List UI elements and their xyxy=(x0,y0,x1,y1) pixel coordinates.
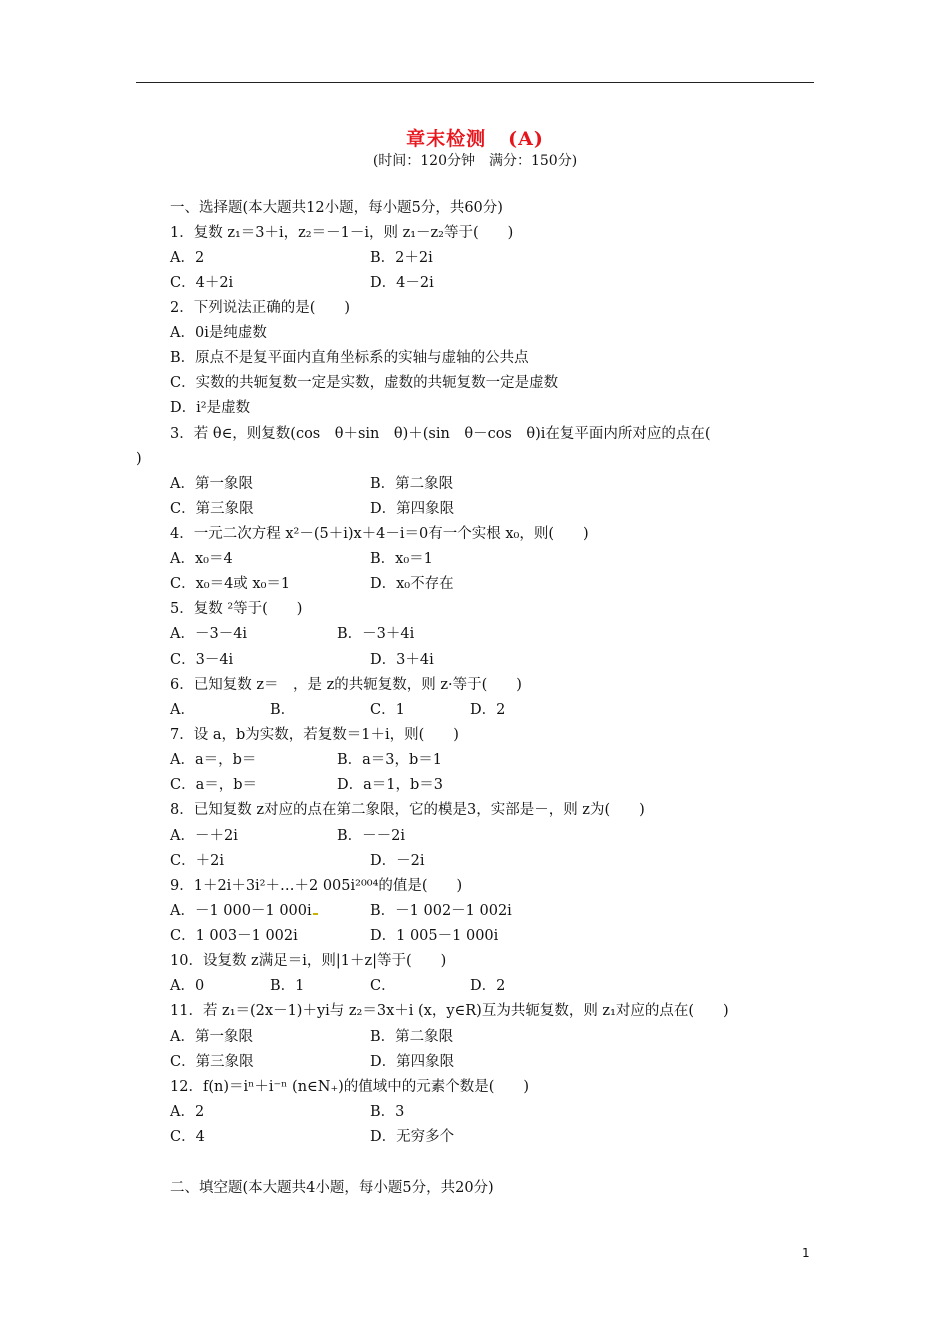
question-1-stem: 1．复数 z₁＝3＋i，z₂＝－1－i，则 z₁－z₂等于( ) xyxy=(170,225,514,241)
question-3-stem-continued: ) xyxy=(136,451,142,467)
question-6-option-b: B． xyxy=(270,702,296,718)
title-main: 章末检测 xyxy=(406,128,487,150)
highlight-mark xyxy=(313,913,318,915)
question-8-option-d: D．－2i xyxy=(370,853,425,869)
question-3-option-b: B．第二象限 xyxy=(370,476,454,492)
page-title xyxy=(0,124,950,151)
question-4-option-c: C．x₀＝4或 x₀＝1 xyxy=(170,576,291,592)
question-11-option-a: A．第一象限 xyxy=(170,1029,253,1045)
question-7-option-c: C．a＝，b＝ xyxy=(170,777,258,793)
exam-info: (时间：120分钟 满分：150分) xyxy=(372,153,578,169)
question-9-option-b: B．－1 002－1 002i xyxy=(370,903,512,919)
question-3-option-d: D．第四象限 xyxy=(370,501,455,517)
question-12-option-d: D．无穷多个 xyxy=(370,1129,455,1145)
question-6-option-a: A． xyxy=(170,702,195,718)
question-3-option-a: A．第一象限 xyxy=(170,476,253,492)
question-10-option-a: A．0 xyxy=(170,978,205,994)
question-5-option-c: C．3－4i xyxy=(170,652,234,668)
question-4-option-d: D．x₀不存在 xyxy=(370,576,454,592)
question-9-option-d: D．1 005－1 000i xyxy=(370,928,499,944)
question-7-option-d: D．a＝1，b＝3 xyxy=(337,777,444,793)
question-8-option-a: A．－＋2i xyxy=(170,828,238,844)
question-10-option-c: C． xyxy=(370,978,396,994)
question-2-option-b: B．原点不是复平面内直角坐标系的实轴与虚轴的公共点 xyxy=(170,350,529,366)
question-5-option-d: D．3＋4i xyxy=(370,652,434,668)
question-5-option-b: B．－3＋4i xyxy=(337,626,415,642)
question-9-option-c: C．1 003－1 002i xyxy=(170,928,298,944)
question-12-option-c: C．4 xyxy=(170,1129,205,1145)
question-8-stem: 8．已知复数 z对应的点在第二象限，它的模是3，实部是－，则 z为( ) xyxy=(170,802,645,818)
question-10-stem: 10．设复数 z满足＝i，则|1＋z|等于( ) xyxy=(170,953,447,969)
question-4-option-b: B．x₀＝1 xyxy=(370,551,433,567)
question-11-option-c: C．第三象限 xyxy=(170,1054,254,1070)
question-10-option-d: D．2 xyxy=(470,978,506,994)
question-6-stem: 6．已知复数 z＝ ，是 z的共轭复数，则 z·等于( ) xyxy=(170,677,522,693)
question-2-option-d: D．i²是虚数 xyxy=(170,400,251,416)
question-5-stem: 5．复数 ²等于( ) xyxy=(170,601,303,617)
question-12-stem: 12．f(n)＝iⁿ＋i⁻ⁿ (n∈N₊)的值域中的元素个数是( ) xyxy=(170,1079,530,1095)
section2-heading: 二、填空题(本大题共4小题，每小题5分，共20分) xyxy=(170,1180,494,1196)
question-7-option-a: A．a＝，b＝ xyxy=(170,752,257,768)
question-9-option-a: A．－1 000－1 000i xyxy=(170,903,312,919)
page-number: 1 xyxy=(802,1246,810,1260)
question-9-option-a-row xyxy=(170,901,318,921)
question-7-stem: 7．设 a，b为实数，若复数＝1＋i，则( ) xyxy=(170,727,459,743)
question-5-option-a: A．－3－4i xyxy=(170,626,248,642)
question-3-option-c: C．第三象限 xyxy=(170,501,254,517)
section1-heading: 一、选择题(本大题共12小题，每小题5分，共60分) xyxy=(170,200,503,216)
question-6-option-c: C．1 xyxy=(370,702,405,718)
question-11-stem: 11．若 z₁＝(2x－1)＋yi与 z₂＝3x＋i (x，y∈R)互为共轭复数，则 z₁对应的点在( ) xyxy=(170,1003,729,1019)
question-2-stem: 2．下列说法正确的是( ) xyxy=(170,300,351,316)
question-12-option-a: A．2 xyxy=(170,1104,205,1120)
question-4-option-a: A．x₀＝4 xyxy=(170,551,233,567)
question-8-option-c: C．＋2i xyxy=(170,853,224,869)
question-11-option-b: B．第二象限 xyxy=(370,1029,454,1045)
question-12-option-b: B．3 xyxy=(370,1104,405,1120)
question-2-option-c: C．实数的共轭复数一定是实数，虚数的共轭复数一定是虚数 xyxy=(170,375,559,391)
header-rule xyxy=(136,82,814,83)
question-4-stem: 4．一元二次方程 x²－(5＋i)x＋4－i＝0有一个实根 x₀，则( ) xyxy=(170,526,589,542)
question-7-option-b: B．a＝3，b＝1 xyxy=(337,752,443,768)
question-9-stem: 9．1＋2i＋3i²＋…＋2 005i²⁰⁰⁴的值是( ) xyxy=(170,878,463,894)
question-1-option-b: B．2＋2i xyxy=(370,250,433,266)
question-11-option-d: D．第四象限 xyxy=(370,1054,455,1070)
question-10-option-b: B．1 xyxy=(270,978,305,994)
question-1-option-a: A．2 xyxy=(170,250,205,266)
question-8-option-b: B．－－2i xyxy=(337,828,406,844)
question-3-stem: 3．若 θ∈，则复数(cos θ＋sin θ)＋(sin θ－cos θ)i在复平面内所对应的点在( xyxy=(170,426,711,442)
question-6-option-d: D．2 xyxy=(470,702,506,718)
title-tag: (A) xyxy=(508,128,544,150)
question-1-option-c: C．4＋2i xyxy=(170,275,234,291)
question-2-option-a: A．0i是纯虚数 xyxy=(170,325,267,341)
question-1-option-d: D．4－2i xyxy=(370,275,434,291)
